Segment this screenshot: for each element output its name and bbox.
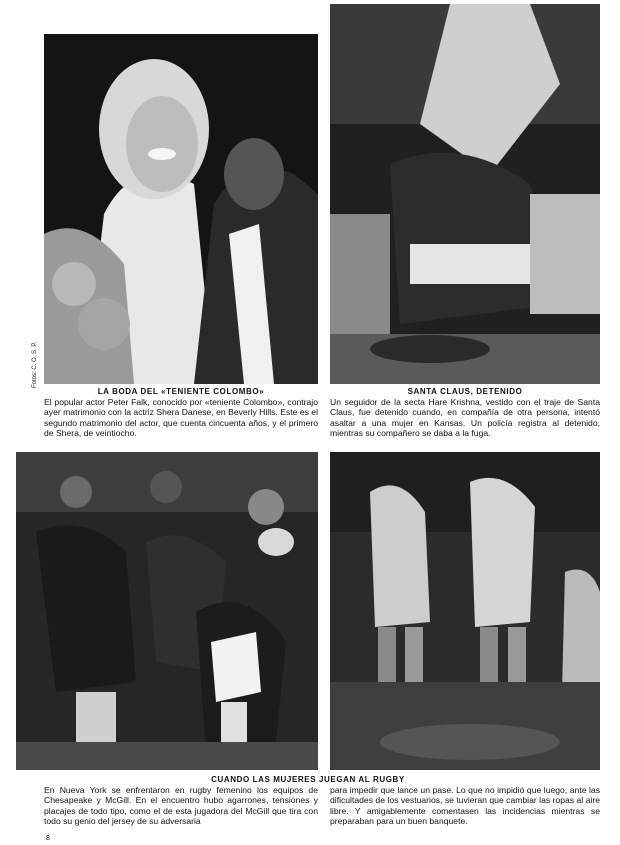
wedding-photo xyxy=(44,34,318,384)
story-heading-santa: SANTA CLAUS, DETENIDO xyxy=(407,387,523,396)
story-caption-rugby-left: En Nueva York se enfrentaron en rugby femenino los equipos de Chesapeake y McGill. En el encuentro hubo agarrones, tensiones y placajes de todo tipo, como el de esta jugadora del McGill que tira con todo su genio del jersey de su adversaria xyxy=(44,785,318,827)
story-heading-wedding: LA BODA DEL «TENIENTE COLOMBO» xyxy=(97,387,265,396)
santa-claus-photo xyxy=(330,4,600,384)
story-caption-santa: Un seguidor de la secta Hare Krishna, vestido con el traje de Santa Claus, fue detenido cuando, en compañía de otra persona, intentó asaltar a una mujer en Kansas. Un policía registra al detenido, mientras su compañero se daba a la fuga. xyxy=(330,397,600,439)
photo-credit: Fotos: C. O. S. P. xyxy=(32,341,38,388)
rugby-photo-left xyxy=(16,452,318,770)
story-caption-rugby-right: para impedir que lance un pase. Lo que no impidió que luego, ante las dificultades de los vestuarios, se tuvieran que cambiar las ropas al aire libre. Y amigablemente comentasen las incidencias mientras se preparaban para un buen banquete. xyxy=(330,785,600,827)
story-heading-rugby: CUANDO LAS MUJERES JUEGAN AL RUGBY xyxy=(211,775,405,784)
rugby-photo-right xyxy=(330,452,600,770)
story-caption-wedding: El popular actor Peter Falk, conocido por «teniente Colombo», contrajo ayer matrimonio con la actriz Shera Danese, en Beverly Hills. Este es el segundo matrimonio del actor, que cuenta cincuenta años, y el primero de Shera, de veintiocho. xyxy=(44,397,318,439)
page-number: 8 xyxy=(46,835,50,842)
